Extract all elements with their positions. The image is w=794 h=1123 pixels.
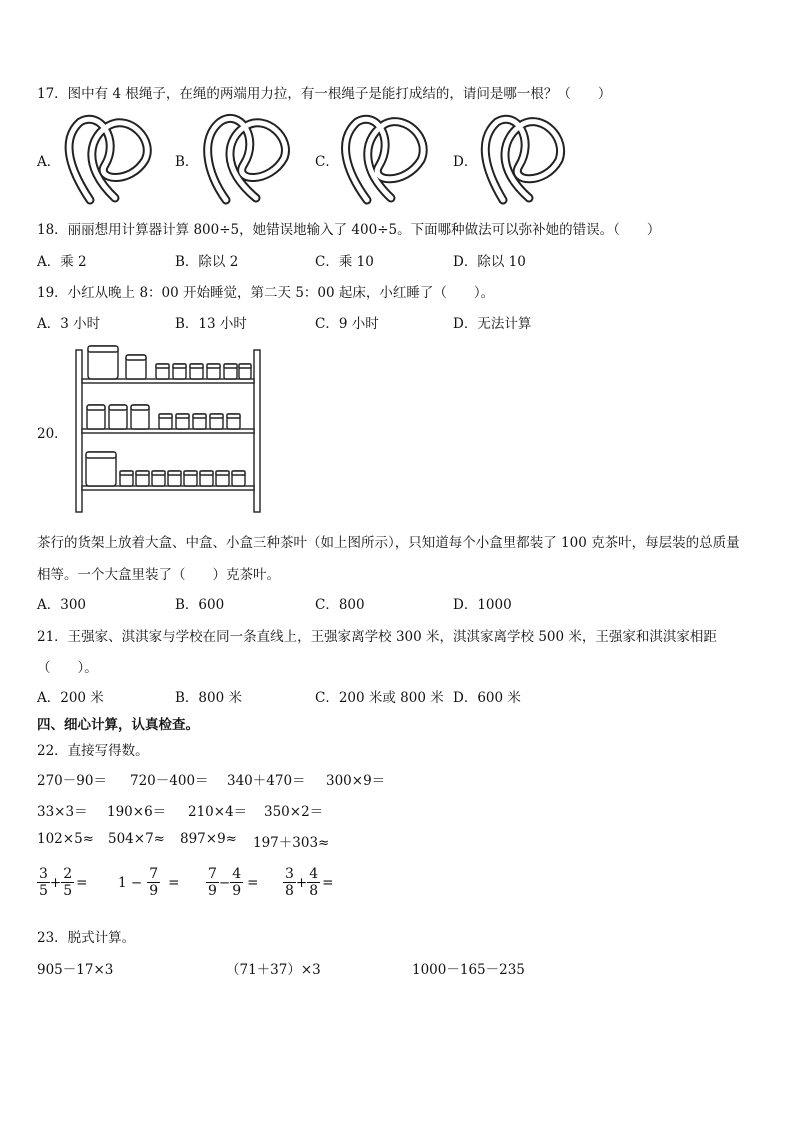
frac-equals: =: [76, 874, 88, 891]
fraction-expr-1: [37, 866, 87, 899]
frac-equals: =: [247, 874, 259, 891]
q19-option-d: D．无法计算: [453, 316, 532, 332]
q20-question-line1: 茶行的货架上放着大盒、中盒、小盒三种茶叶（如上图所示），只知道每个小盒里都装了 100 克茶叶，每层装的总质量: [37, 535, 740, 551]
q18-option-d: D．除以 10: [453, 254, 526, 270]
q22-row1-item: 270－90＝: [37, 773, 107, 789]
q21-option-d: D．600 米: [453, 690, 521, 706]
q21-option-c: C．200 米或 800 米: [315, 690, 444, 706]
frac-equals: =: [322, 874, 334, 891]
q22-row1-item: 300×9＝: [326, 773, 386, 789]
q22-row2-item: 190×6＝: [107, 804, 167, 820]
q19-option-b: B．13 小时: [175, 316, 247, 332]
frac-operator: −: [218, 874, 231, 891]
q17-option-b-label: B．: [175, 154, 199, 170]
q22-row1-item: 720－400＝: [130, 773, 209, 789]
q23-question: 23．脱式计算。: [37, 930, 136, 946]
q18-option-b: B．除以 2: [175, 254, 239, 270]
rope-knot-c-image: [335, 110, 430, 205]
q22-question: 22．直接写得数。: [37, 743, 149, 759]
q20-number: 20．: [37, 426, 68, 442]
q23-expr-2: （71＋37）×3: [226, 962, 321, 978]
section-heading: 四、细心计算，认真检查。: [37, 717, 199, 733]
frac-lead: 1 −: [118, 874, 143, 891]
q19-question: 19．小红从晚上 8：00 开始睡觉，第二天 5：00 起床，小红睡了（ ）。: [37, 285, 495, 301]
frac-operator: +: [295, 874, 308, 891]
q22-row3-item: 504×7≈: [108, 831, 165, 847]
frac-numerator: 3: [39, 866, 48, 882]
q22-row2-item: 210×4＝: [188, 804, 248, 820]
q22-row3-item: 102×5≈: [37, 831, 94, 847]
q23-expr-1: 905－17×3: [37, 962, 114, 978]
fraction-expr-2: [118, 866, 179, 899]
q17-option-c-label: C．: [315, 154, 339, 170]
q23-expr-3: 1000－165－235: [412, 962, 525, 978]
q22-row2-item: 350×2＝: [264, 804, 324, 820]
frac-equals: =: [168, 874, 180, 891]
q20-question-line2: 相等。一个大盒里装了（ ）克茶叶。: [37, 567, 280, 583]
q21-option-b: B．800 米: [175, 690, 242, 706]
frac-numerator: 4: [232, 866, 242, 882]
q20-option-b: B．600: [175, 597, 225, 613]
frac-denominator: 8: [309, 883, 319, 899]
frac-numerator: 2: [63, 866, 73, 882]
q17-question: 17．图中有 4 根绳子，在绳的两端用力拉，有一根绳子是能打成结的，请问是哪一根？（ ）: [37, 86, 612, 102]
q20-option-c: C．800: [315, 597, 365, 613]
rope-knot-d-image: [473, 110, 568, 205]
q17-option-d-label: D．: [453, 154, 478, 170]
frac-denominator: 9: [232, 883, 242, 899]
q19-option-c: C．9 小时: [315, 316, 379, 332]
frac-numerator: 4: [309, 866, 319, 882]
q20-option-a: A．300: [37, 597, 87, 613]
frac-numerator: 7: [149, 866, 159, 882]
rope-knot-a-image: [60, 110, 155, 205]
q21-question-line1: 21．王强家、淇淇家与学校在同一条直线上，王强家离学校 300 米，淇淇家离学校 500 米，王强家和淇淇家相距: [37, 629, 717, 645]
frac-denominator: 9: [149, 883, 159, 899]
q19-option-a: A．3 小时: [37, 316, 101, 332]
fraction-expr-4: [283, 866, 333, 899]
q22-row2-item: 33×3＝: [37, 804, 88, 820]
q20-option-d: D．1000: [453, 597, 512, 613]
fraction-expr-3: [206, 866, 258, 899]
frac-denominator: 5: [63, 883, 73, 899]
q22-row3-item: 197＋303≈: [253, 835, 330, 851]
q17-option-a-label: A．: [37, 154, 61, 170]
q22-row3-item: 897×9≈: [180, 831, 237, 847]
frac-operator: +: [49, 874, 62, 891]
q22-row1-item: 340＋470＝: [227, 773, 306, 789]
frac-numerator: 3: [285, 866, 294, 882]
frac-denominator: 8: [285, 883, 294, 899]
frac-numerator: 7: [208, 866, 217, 882]
q18-option-a: A．乘 2: [37, 254, 87, 270]
q18-question: 18．丽丽想用计算器计算 800÷5，她错误地输入了 400÷5。下面哪种做法可以弥补她的错误。（ ）: [37, 222, 661, 238]
rope-knot-b-image: [198, 110, 293, 205]
q21-option-a: A．200 米: [37, 690, 104, 706]
frac-denominator: 5: [39, 883, 48, 899]
tea-shelf-image: [74, 342, 264, 514]
frac-denominator: 9: [208, 883, 217, 899]
q18-option-c: C．乘 10: [315, 254, 374, 270]
q21-question-line2: （ ）。: [37, 660, 98, 676]
